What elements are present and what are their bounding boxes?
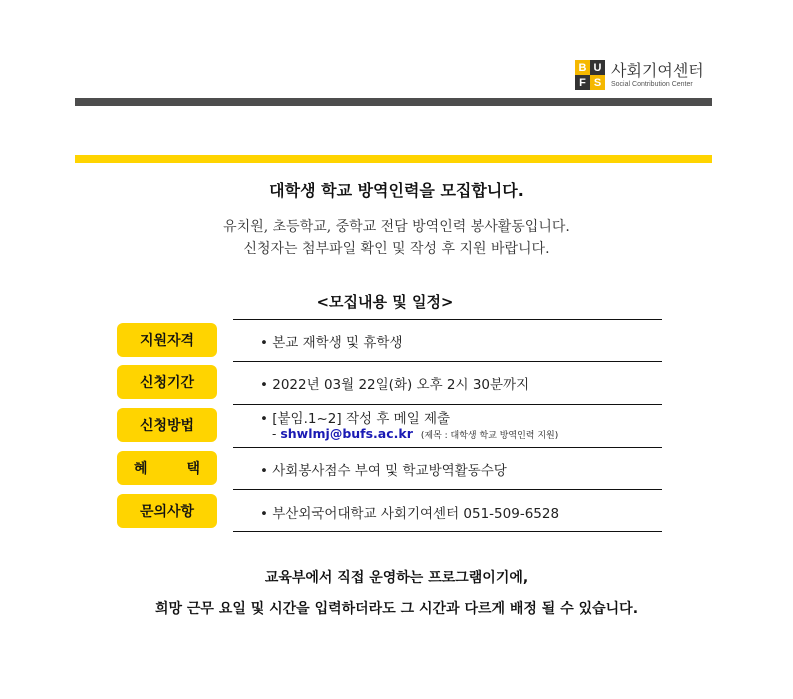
header-divider-bar	[75, 98, 712, 106]
logo-text	[611, 62, 704, 89]
logo-name-ko: 사회기여센터	[611, 60, 704, 80]
sub-bullet: -	[272, 427, 277, 441]
table-line	[233, 447, 662, 448]
table-line	[233, 404, 662, 405]
footer-line-1: 교육부에서 직접 운영하는 프로그램이기에,	[264, 570, 529, 586]
table-line	[233, 361, 662, 362]
intro-line-2: 신청자는 첨부파일 확인 및 작성 후 지원 바랍니다.	[243, 241, 550, 257]
footer-line-2: 희망 근무 요일 및 시간을 입력하더라도 그 시간과 다르게 배정 될 수 있습니다.	[154, 601, 639, 617]
email-subject-note: (제목 : 대학생 학교 방역인력 지원)	[420, 431, 559, 441]
value-period: • 2022년 03월 22일(화) 오후 2시 30분까지	[260, 377, 530, 393]
logo-name-en: Social Contribution Center	[611, 80, 693, 88]
label-inquiry: 문의사항	[117, 494, 217, 528]
page-title: 대학생 학교 방역인력을 모집합니다.	[269, 181, 524, 200]
label-eligibility: 지원자격	[117, 323, 217, 357]
table-line-bottom	[233, 531, 662, 532]
contact-email-link[interactable]: shwlmj@bufs.ac.kr	[280, 426, 413, 441]
label-period: 신청기간	[117, 365, 217, 399]
value-method: • [붙임.1~2] 작성 후 메일 제출	[260, 411, 451, 427]
label-method: 신청방법	[117, 408, 217, 442]
bufs-logo-mark	[575, 60, 605, 90]
logo-letter-f: F	[575, 75, 590, 90]
value-eligibility: • 본교 재학생 및 휴학생	[260, 335, 403, 351]
center-logo	[575, 60, 704, 90]
section-title: <모집내용 및 일정>	[316, 293, 454, 311]
logo-letter-u: U	[590, 60, 605, 75]
table-line-top	[233, 319, 662, 320]
logo-letter-b: B	[578, 61, 587, 74]
value-benefits: • 사회봉사점수 부여 및 학교방역활동수당	[260, 463, 507, 479]
accent-divider-bar	[75, 155, 712, 163]
intro-line-1: 유치원, 초등학교, 중학교 전담 방역인력 봉사활동입니다.	[223, 219, 570, 235]
table-line	[233, 489, 662, 490]
value-inquiry: • 부산외국어대학교 사회기여센터 051-509-6528	[260, 506, 560, 522]
method-email-line	[272, 426, 558, 441]
label-benefits: 혜 택	[117, 451, 217, 485]
logo-letter-s: S	[593, 76, 602, 89]
